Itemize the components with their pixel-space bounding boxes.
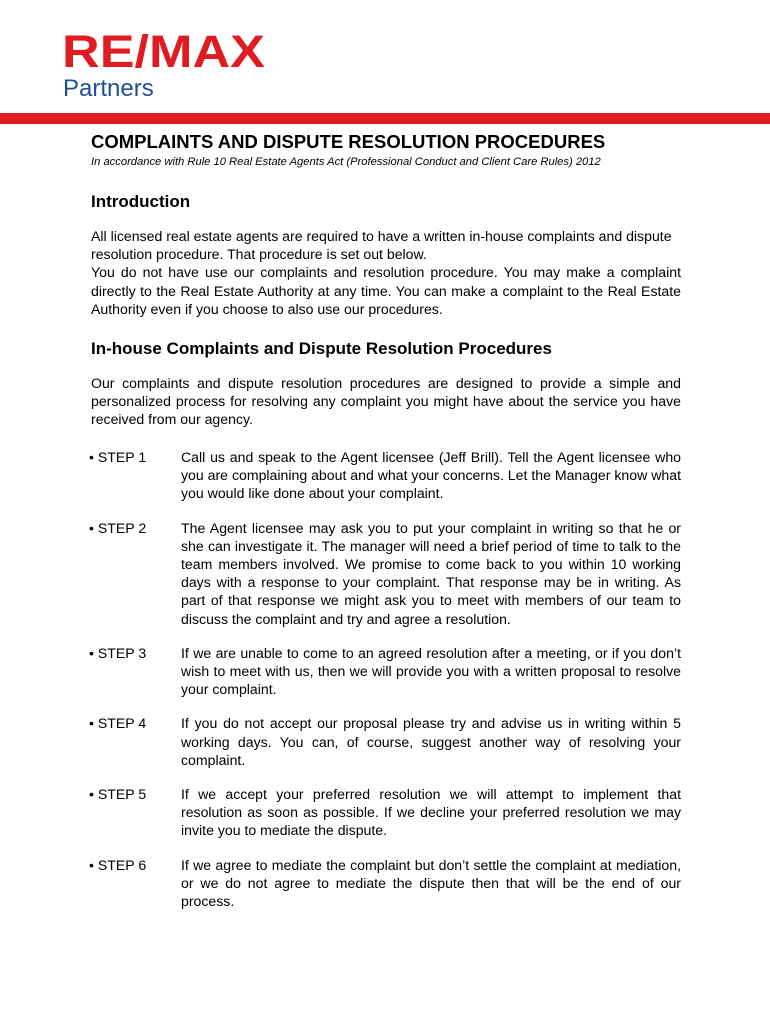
step-label: • STEP 4: [89, 715, 147, 732]
logo-partners-text: Partners: [63, 75, 154, 102]
step-3: [89, 644, 681, 699]
inhouse-paragraph: Our complaints and dispute resolution procedures are designed to provide a simple and personalized process for resolving any complaint you might have about the service you have received from our agency.: [91, 375, 681, 428]
step-label: • STEP 5: [89, 786, 147, 803]
step-text: If we are unable to come to an agreed resolution after a meeting, or if you don’t wish to meet with us, then we will provide you with a written proposal to resolve your complaint.: [181, 644, 681, 698]
step-label: • STEP 3: [89, 644, 147, 661]
logo-graphic: [62, 30, 267, 102]
introduction-heading: Introduction: [91, 192, 191, 211]
step-2: [89, 519, 681, 628]
steps-list: [89, 448, 681, 926]
step-text: If you do not accept our proposal please try and advise us in writing within 5 working days. You can, of course, suggest another way of resolving your complaint.: [181, 715, 681, 768]
introduction-paragraph-2: You do not have use our complaints and resolution procedure. You may make a complaint directly to the Real Estate Authority at any time. You can make a complaint to the Real Estate Authority even if you choose to also use our procedures.: [91, 264, 681, 317]
step-text: Call us and speak to the Agent licensee (Jeff Brill). Tell the Agent licensee who you are complaining about and what your concerns. Let the Manager know what you would like done about your complaint.: [181, 449, 681, 502]
remax-partners-logo: [62, 30, 267, 102]
step-text: If we accept your preferred resolution we will attempt to implement that resolution as soon as possible. If we decline your preferred resolution we may invite you to mediate the dispute.: [181, 786, 681, 839]
document-body: [91, 130, 681, 429]
page-subtitle: In accordance with Rule 10 Real Estate Agents Act (Professional Conduct and Client Care Rules) 2012: [91, 156, 601, 168]
step-label: • STEP 6: [89, 856, 147, 873]
step-5: [89, 785, 681, 840]
header-red-band: [0, 113, 770, 124]
step-1: [89, 448, 681, 503]
inhouse-heading: In-house Complaints and Dispute Resolution Procedures: [91, 339, 552, 359]
step-label: • STEP 1: [89, 449, 147, 465]
step-text: If we agree to mediate the complaint but don’t settle the complaint at mediation, or we do not agree to mediate the dispute then that will be the end of our process.: [181, 856, 681, 910]
introduction-paragraph-1: All licensed real estate agents are required to have a written in-house complaints and dispute resolution procedure. That procedure is set out below.: [91, 228, 672, 263]
page-title: COMPLAINTS AND DISPUTE RESOLUTION PROCEDURES: [91, 131, 606, 152]
step-6: [89, 856, 681, 911]
step-text: The Agent licensee may ask you to put your complaint in writing so that he or she can investigate it. The manager will need a brief period of time to talk to the team members involved. We promise to come back to you within 10 working days with a response to your complaint. That response may be in writing. As part of that response we might ask you to meet with members of our team to discuss the complaint and try and agree a resolution.: [181, 519, 681, 627]
step-4: [89, 714, 681, 769]
logo-brand-text: RE/MAX: [62, 30, 265, 77]
step-label: • STEP 2: [89, 519, 147, 536]
